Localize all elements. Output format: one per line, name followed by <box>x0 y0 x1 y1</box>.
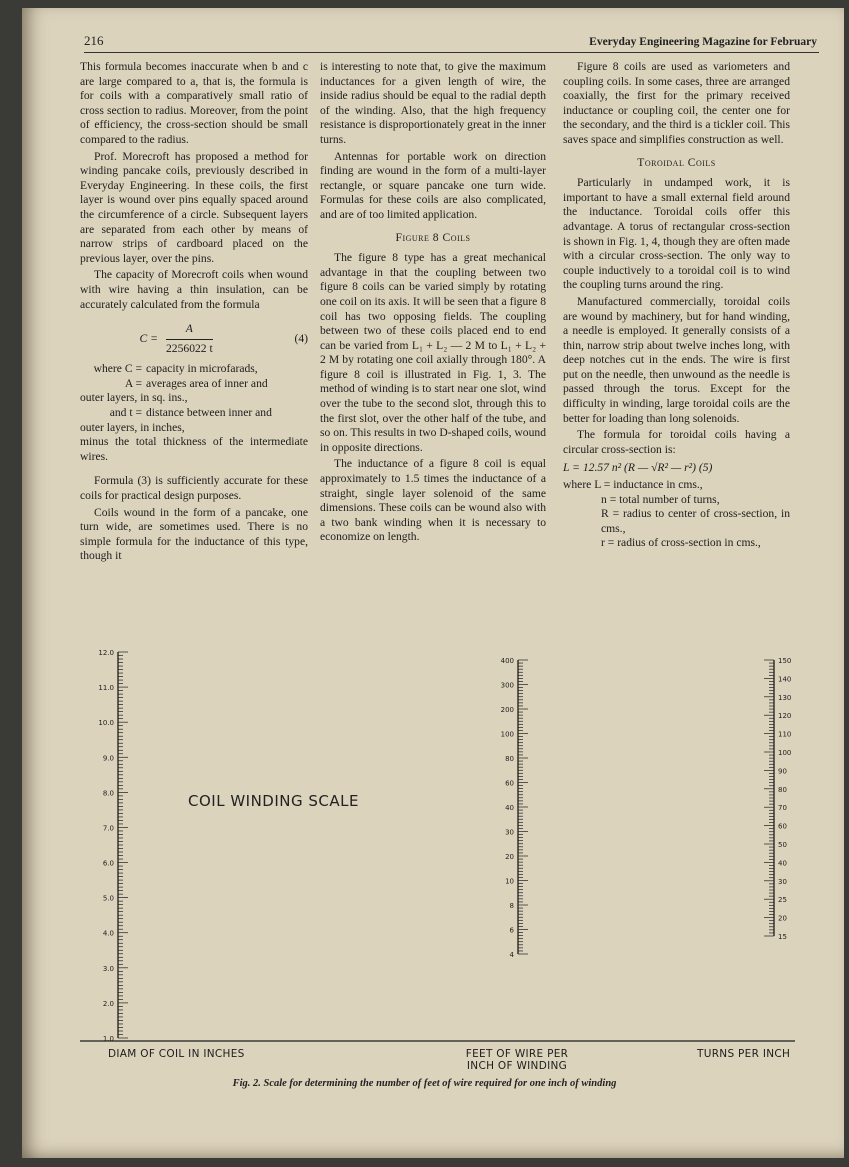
formula-4 <box>80 322 308 356</box>
tick-label: 15 <box>778 933 787 941</box>
tick-label: 40 <box>505 804 514 812</box>
tick-label: 10 <box>505 877 514 886</box>
definitions <box>563 478 790 551</box>
tick-label: 7.0 <box>102 824 114 833</box>
axis-2-name <box>432 1048 602 1072</box>
paragraph: Formula (3) is sufficiently accurate for these coils for practical design purposes. <box>80 474 308 503</box>
paragraph: Figure 8 coils are used as variometers and coupling coils. In some cases, three are arranged coaxially, the first for the primary received inductance or coupling coil, the center one for the secondary, and the third is a tickler coil. This saves space and simplifies construction as well. <box>563 60 790 146</box>
tick-label: 120 <box>778 712 792 721</box>
tick-label: 30 <box>778 877 787 886</box>
def-value: capacity in microfarads, <box>146 362 258 376</box>
section-heading: Toroidal Coils <box>637 155 716 169</box>
tick-label: 200 <box>500 706 514 714</box>
tick-label: 130 <box>778 693 792 702</box>
def-continuation: outer layers, in sq. ins., <box>80 391 188 405</box>
tick-label: 60 <box>778 822 787 831</box>
tick-label: 12.0 <box>98 649 114 657</box>
tick-label: 8.0 <box>102 789 114 798</box>
paragraph: Prof. Morecroft has proposed a method for winding pancake coils, previously described in Everyday Engineering. In these coils, the first layer is wound over pins equally spaced around the circumference of a circle. Subsequent layers are separated from each other by means of narrow strips of cardboard placed on the previous layer, over the pins. <box>80 149 308 265</box>
tick-label: 20 <box>778 914 787 923</box>
tick-label: 100 <box>500 730 514 739</box>
axis-feet-of-wire <box>501 657 528 959</box>
axis-1-name: DIAM OF COIL IN INCHES <box>108 1048 245 1060</box>
tick-label: 150 <box>778 657 792 665</box>
tick-label: 20 <box>505 853 514 861</box>
tick-label: 6.0 <box>102 859 114 868</box>
def-key: A = <box>124 376 142 390</box>
formula-denominator: 2256022 t <box>166 339 213 357</box>
formula-fraction <box>166 322 213 356</box>
tick-label: 100 <box>778 749 792 757</box>
def-row: where L = inductance in cms., <box>563 478 703 492</box>
tick-label: 9.0 <box>102 754 114 763</box>
tick-label: 1.0 <box>102 1035 114 1043</box>
column-1 <box>80 60 308 566</box>
tick-label: 25 <box>778 896 787 905</box>
axis-3-name: TURNS PER INCH <box>697 1048 791 1060</box>
paragraph: Antennas for portable work on direction finding are wound in the form of a multi-layer rectangle, or square pancake one turn wide. Formulas for these coils are also complicated, and are of too limited application. <box>320 149 546 221</box>
paragraph: Particularly in undamped work, it is important to have a small external field around the inductance. Toroidal coils offer this advantage. A torus of rectangular cross-section is shown in Fig. 1, 4, though they are often made with a circular cross-section. The only way to couple inductively to a toroidal coil is to wind the coupling turns around the ring. <box>563 176 791 292</box>
tick-label: 50 <box>778 841 787 849</box>
paragraph: is interesting to note that, to give the maximum inductances for a given length of wire, the inside radius should be equal to the radial depth of the winding. Also, that the high frequency resistance is disproportionately great in the inner turns. <box>320 60 547 146</box>
tick-label: 300 <box>500 681 514 690</box>
tick-label: 90 <box>778 767 787 776</box>
tick-label: 2.0 <box>102 999 114 1008</box>
paragraph: The inductance of a figure 8 coil is equal approximately to 1.5 times the inductance of a straight, single layer solenoid of the same dimensions. These coils can be wound also with a two bank winding when it is necessary to economize on length. <box>320 457 546 544</box>
running-title: Everyday Engineering Magazine for February <box>589 36 817 48</box>
def-row: R = radius to center of cross-section, in cms., <box>601 507 790 535</box>
formula-numerator: A <box>185 322 193 336</box>
def-key: where C = <box>93 362 142 376</box>
tick-label: 6 <box>509 926 514 935</box>
def-row: r = radius of cross-section in cms., <box>601 536 761 550</box>
page-number: 216 <box>84 33 104 48</box>
tick-label: 60 <box>505 779 514 788</box>
tick-label: 30 <box>505 828 514 837</box>
tick-label: 3.0 <box>102 964 114 973</box>
axis-turns-per-inch <box>764 657 791 941</box>
tick-label: 70 <box>778 804 787 813</box>
axis-diameter <box>98 649 128 1043</box>
figure-caption: Fig. 2. Scale for determining the number of feet of wire required for one inch of winding <box>232 1078 617 1089</box>
def-continuation: outer layers, in inches, <box>80 420 185 434</box>
def-row: n = total number of turns, <box>601 492 720 506</box>
tick-label: 11.0 <box>98 684 114 693</box>
tick-label: 80 <box>778 785 787 794</box>
column-3 <box>563 60 790 551</box>
tick-label: 8 <box>509 902 514 910</box>
formula-lhs: C = <box>139 331 158 345</box>
tick-label: 400 <box>500 657 514 665</box>
tick-label: 4 <box>509 951 514 959</box>
paragraph: Coils wound in the form of a pancake, one turn wide, are sometimes used. There is no simple formula for the inductance of this type, though it <box>80 505 308 563</box>
tick-label: 4.0 <box>102 929 114 938</box>
definition-row <box>80 406 308 421</box>
tick-label: 80 <box>505 755 514 763</box>
axis-2-name-line2: INCH OF WINDING <box>466 1060 568 1072</box>
tick-label: 110 <box>778 730 792 739</box>
section-heading: Figure 8 Coils <box>395 230 471 244</box>
tick-label: 140 <box>778 675 792 684</box>
tick-label: 40 <box>778 859 787 868</box>
paragraph: The figure 8 type has a great mechanical advantage in that the coupling between two figure 8 coils can be varied simply by rotating one coil on its axis. It will be seen that a figure 8 coil has two opposing fields. The coupling between two of these coils placed end to end can be varied from L₁ + L₂ — 2 M to L₁ + L₂ + 2 M by rotating one coil axially through 180°. A figure 8 coil is illustrated in Fig. 1, 3. The method of winding is to start near one slot, wind over the tube to the second slot, through this to the first slot, over the other half of the tube, and so on. This results in two D-shaped coils, wound in opposite directions. <box>320 251 546 454</box>
definition-row <box>80 377 308 392</box>
header-rule <box>84 52 819 53</box>
paragraph: The formula for toroidal coils having a circular cross-section is: <box>563 428 790 456</box>
tick-label: 5.0 <box>102 894 114 903</box>
paragraph: Manufactured commercially, toroidal coils are wound by machinery, but for hand winding, a needle is employed. It generally consists of a thin, narrow strip about twelve inches long, with deep notches cut in the ends. The wire is first put on the needle, then unwound as the needle is passed through the torus. Except for the difficulty in winding, large toroidal coils are the better for loading than long solenoids. <box>563 294 790 425</box>
paragraph: The capacity of Morecroft coils when wound with wire having a thin insulation, can be accurately calculated from the formula <box>80 268 308 311</box>
def-tail: minus the total thickness of the intermediate wires. <box>80 435 308 463</box>
axis-2-name-line1: FEET OF WIRE PER <box>465 1048 569 1060</box>
coil-winding-scale-figure <box>80 636 800 1046</box>
definition-row <box>80 362 308 377</box>
def-key: and t = <box>109 406 142 420</box>
def-value: averages area of inner and <box>146 376 268 390</box>
scale-title: COIL WINDING SCALE <box>188 792 359 810</box>
equation-number: (4) <box>294 331 308 345</box>
paragraph: This formula becomes inaccurate when b and c are large compared to a, that is, the formula is for coils with a comparatively small ratio of cross section to radius. Moreover, from the point of efficiency, the cross-section should be small compared to the radius. <box>80 60 308 146</box>
definitions <box>80 362 308 464</box>
tick-label: 10.0 <box>98 719 114 728</box>
column-2 <box>320 60 546 547</box>
formula-5: L = 12.57 n² (R — √R² — r²) (5) <box>563 461 713 475</box>
def-value: distance between inner and <box>146 406 272 420</box>
